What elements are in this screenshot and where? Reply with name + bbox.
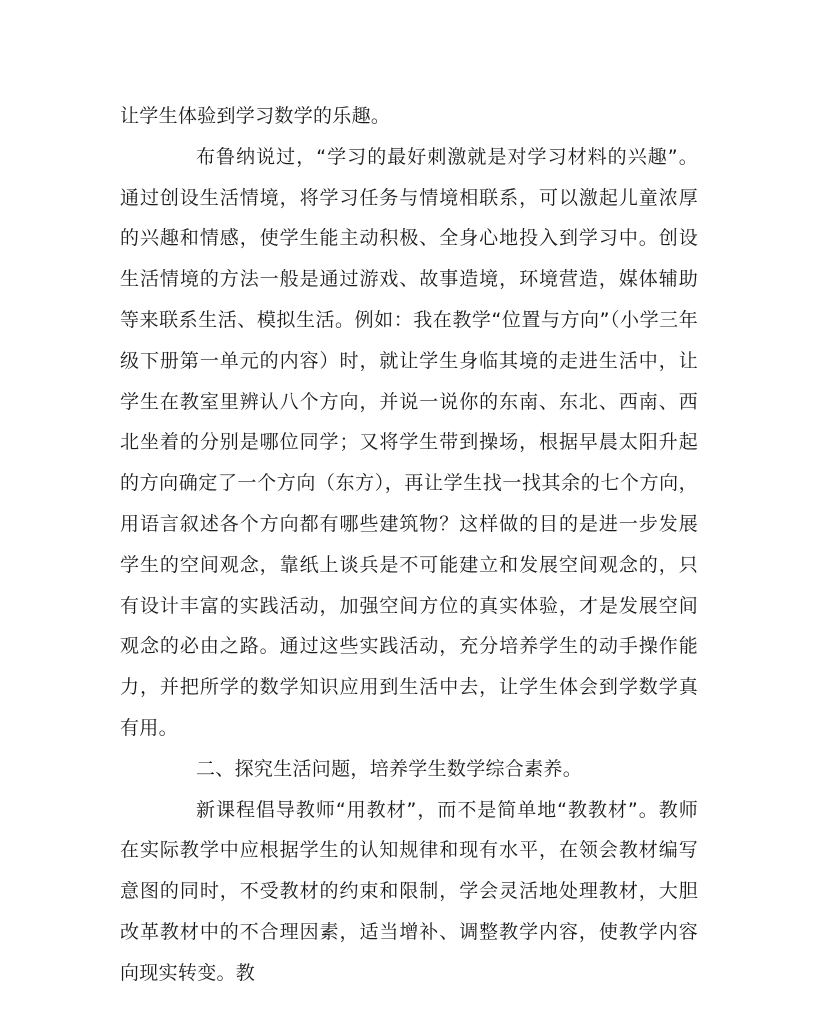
paragraph-curriculum: 新课程倡导教师“用教材”，而不是简单地“教教材”。教师在实际教学中应根据学生的认知规律和现有水平，在领会教材编写意图的同时，不受教材的约束和限制，学会灵活地处理教材，大胆改革教材中的不合理因素，适当增补、调整教学内容，使教学内容向现实转变。教 (120, 798, 698, 984)
paragraph-bruner-quote: 布鲁纳说过，“学习的最好刺激就是对学习材料的兴趣”。通过创设生活情境，将学习任务与情境相联系，可以激起儿童浓厚的兴趣和情感，使学生能主动积极、全身心地投入到学习中。创设生活情境的方法一般是通过游戏、故事造境，环境营造，媒体辅助等来联系生活、模拟生活。例如：我在教学“位置与方向”（小学三年级下册第一单元的内容）时，就让学生身临其境的走进生活中，让学生在教室里辨认八个方向，并说一说你的东南、东北、西南、西北坐着的分别是哪位同学；又将学生带到操场，根据早晨太阳升起的方向确定了一个方向（东方），再让学生找一找其余的七个方向，用语言叙述各个方向都有哪些建筑物？这样做的目的是进一步发展学生的空间观念，靠纸上谈兵是不可能建立和发展空间观念的，只有设计丰富的实践活动，加强空间方位的真实体验，才是发展空间观念的必由之路。通过这些实践活动，充分培养学生的动手操作能力，并把所学的数学知识应用到生活中去，让学生体会到学数学真有用。 (120, 145, 698, 739)
document-body (120, 96, 698, 994)
section-heading: 二、探究生活问题，培养学生数学综合素养。 (196, 757, 583, 780)
paragraph-continuation: 让学生体验到学习数学的乐趣。 (120, 105, 391, 127)
